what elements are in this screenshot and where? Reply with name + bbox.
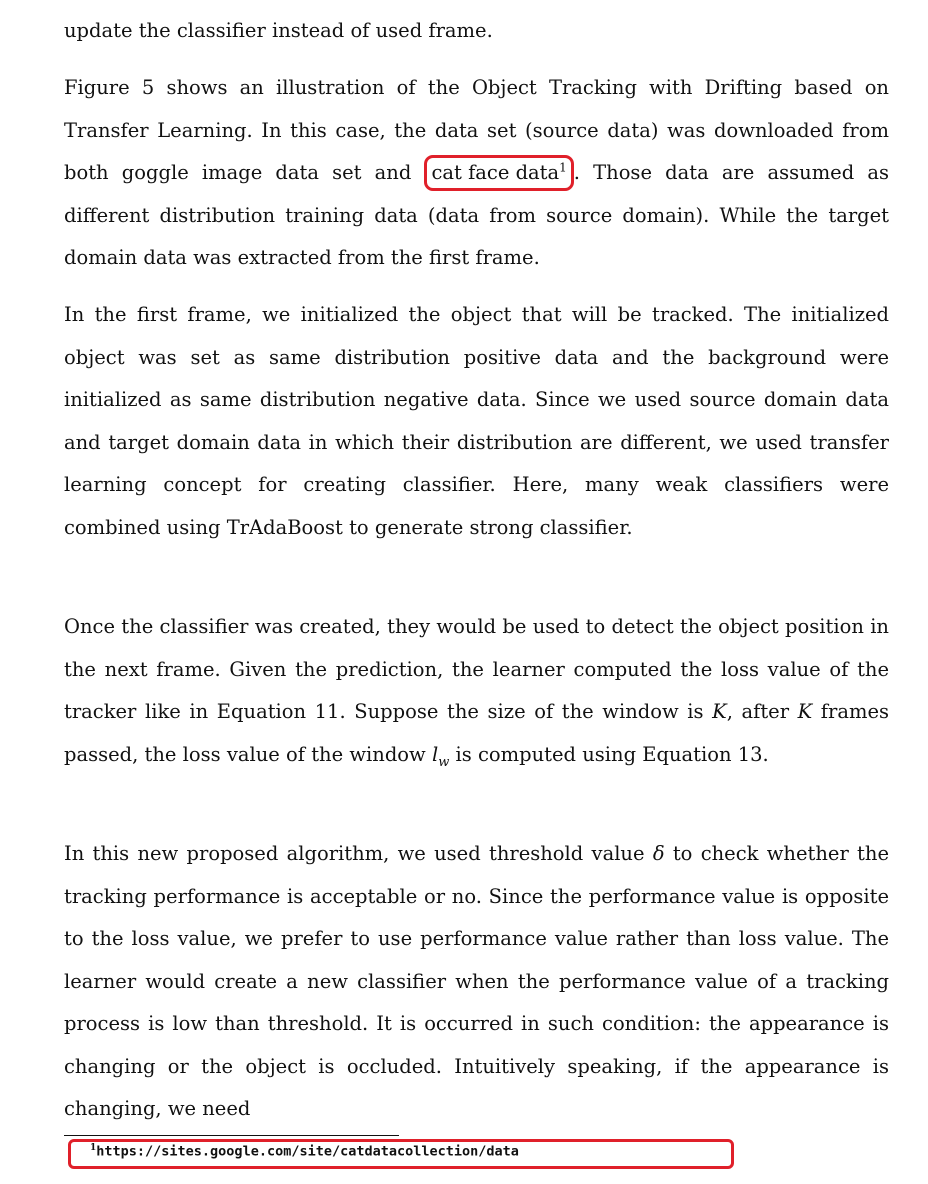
highlighted-phrase: [424, 155, 573, 191]
paragraph-1: [64, 10, 889, 53]
paragraph-3: [64, 294, 889, 549]
paragraph-4-text-d: is computed using Equation 13.: [449, 742, 769, 766]
paragraph-2-text-before: Figure 5 shows an illustration of the Object Tracking with Drifting based on Transfer Learning. In this case, the data set (source data) was downloaded from both goggle image data set and: [64, 76, 889, 184]
paragraph-4-text-c: frames passed, the loss value of the window: [64, 700, 890, 766]
math-l: l: [431, 742, 439, 766]
footnote: [90, 1143, 519, 1160]
math-k: K: [712, 700, 727, 723]
paragraph-5-text-b: to check whether the tracking performance is acceptable or no. Since the performance value is opposite to the loss value, we prefer to use performance value rather than loss value. The learner would create a new classifier when the performance value of a tracking process is low than threshold. It is occurred in such condition: the appearance is changing or the object is occluded. Intuitively speaking, if the appearance is changing, we need: [64, 842, 889, 1120]
footnote-mark: 1: [90, 1143, 97, 1153]
paragraph-4: [64, 606, 889, 784]
paragraph-5: [64, 833, 889, 1131]
paragraph-2: [64, 67, 889, 280]
paragraph-4-text-b: , after: [726, 700, 798, 723]
paragraph-5-text-a: In this new proposed algorithm, we used threshold value: [64, 842, 653, 865]
math-l-subscript: w: [438, 754, 450, 770]
paragraph-4-text-a: Once the classifier was created, they would be used to detect the object position in the next frame. Given the prediction, the learner computed the loss value of the tracker like in Equation 11. Suppose the size of the window is: [64, 615, 889, 723]
highlighted-phrase-text: cat face data: [431, 161, 560, 184]
paragraph-2-text-after: . Those data are assumed as different distribution training data (data from source domain). While the target domain data was extracted from the first frame.: [64, 161, 889, 269]
footnote-reference[interactable]: 1: [559, 160, 567, 175]
math-delta: δ: [652, 842, 665, 865]
footnote-divider: [64, 1135, 399, 1136]
footnote-url-link[interactable]: https://sites.google.com/site/catdatacollection/data: [96, 1143, 519, 1160]
math-k: K: [797, 700, 813, 723]
paragraph-1-text: update the classifier instead of used frame.: [64, 19, 493, 42]
paragraph-3-text: In the first frame, we initialized the object that will be tracked. The initialized object was set as same distribution positive data and the background were initialized as same distribution negative data. Since we used source domain data and target domain data in which their distribution are different, we used transfer learning concept for creating classifier. Here, many weak classifiers were combined using TrAdaBoost to generate strong classifier.: [64, 303, 889, 539]
